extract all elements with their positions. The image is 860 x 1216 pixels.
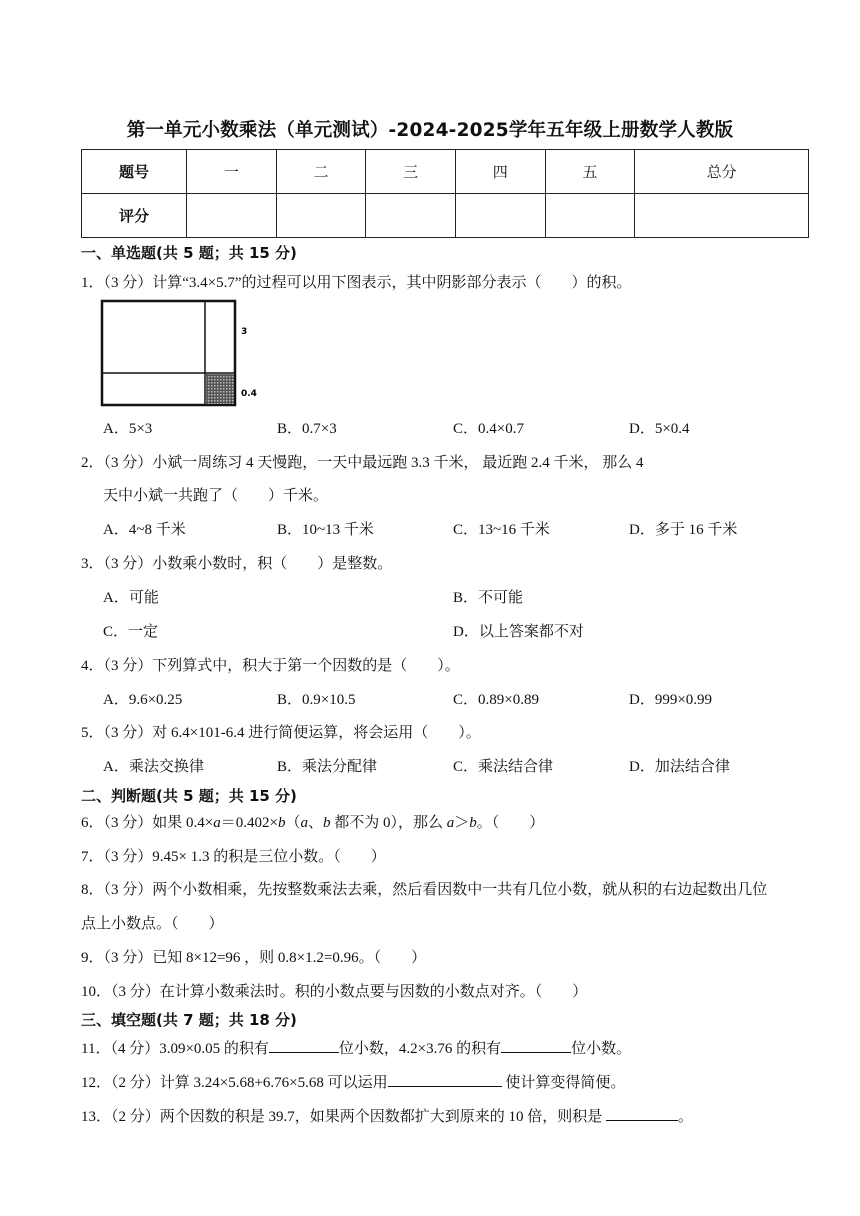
question-8-line2: 点上小数点。（ ） [81, 916, 224, 932]
question-5-option-b[interactable]: B．乘法分配律 [277, 759, 378, 775]
question-2-stem-line2: 天中小斌一共跑了（ ）千米。 [103, 488, 329, 504]
question-2-stem-line1: 2．（3 分）小斌一周练习 4 天慢跑，一天中最远跑 3.3 千米， 最近跑 2.4 千米， 那么 4 [81, 455, 644, 471]
question-5-option-c[interactable]: C．乘法结合律 [453, 759, 554, 775]
question-1-stem: 1．（3 分）计算“3.4×5.7”的过程可以用下图表示，其中阴影部分表示（ ）的积。 [81, 275, 632, 291]
score-header-cell: 一 [187, 150, 277, 194]
answer-blank[interactable] [269, 1038, 339, 1053]
score-header-cell: 二 [276, 150, 366, 194]
page-title: 第一单元小数乘法（单元测试）-2024-2025学年五年级上册数学人教版 [126, 120, 734, 141]
question-8-line1: 8．（3 分）两个小数相乘，先按整数乘法去乘，然后看因数中一共有几位小数，就从积的右边起数出几位 [81, 882, 768, 898]
question-11: 11．（4 分）3.09×0.05 的积有 位小数，4.2×3.76 的积有 位小数。 [81, 1037, 631, 1058]
diagram-label-3: 3 [241, 327, 248, 337]
question-5-option-a[interactable]: A．乘法交换律 [103, 759, 204, 775]
question-4-option-d[interactable]: D．999×0.99 [629, 692, 713, 708]
score-cell[interactable] [545, 194, 635, 238]
score-header-cell: 总分 [635, 150, 809, 194]
score-cell[interactable] [455, 194, 545, 238]
question-3-option-a[interactable]: A．可能 [103, 590, 159, 606]
question-3-stem: 3．（3 分）小数乘小数时，积（ ）是整数。 [81, 556, 393, 572]
score-table [81, 149, 809, 238]
question-1-option-a[interactable]: A．5×3 [103, 421, 153, 437]
question-7: 7．（3 分）9.45× 1.3 的积是三位小数。（ ） [81, 849, 386, 865]
question-2-option-a[interactable]: A．4~8 千米 [103, 522, 186, 538]
diagram-shaded-region [206, 374, 234, 404]
question-2-option-d[interactable]: D．多于 16 千米 [629, 522, 738, 538]
section-heading-single-choice: 一、单选题(共 5 题；共 15 分) [81, 244, 297, 262]
question-2-option-b[interactable]: B．10~13 千米 [277, 522, 374, 538]
score-table-header-row [82, 150, 809, 194]
question-1-option-b[interactable]: B．0.7×3 [277, 421, 337, 437]
score-cell[interactable] [276, 194, 366, 238]
score-header-cell: 三 [366, 150, 456, 194]
question-12: 12．（2 分）计算 3.24×5.68+6.76×5.68 可以运用 使计算变得简便。 [81, 1071, 625, 1092]
question-4-stem: 4．（3 分）下列算式中，积大于第一个因数的是（ ）。 [81, 658, 460, 674]
score-header-cell: 题号 [82, 150, 187, 194]
score-header-cell: 五 [545, 150, 635, 194]
question-1-area-diagram [100, 298, 257, 408]
score-row-label: 评分 [82, 194, 187, 238]
section-heading-fill-in: 三、填空题(共 7 题；共 18 分) [81, 1011, 297, 1029]
score-cell[interactable] [366, 194, 456, 238]
question-3-option-c[interactable]: C．一定 [103, 624, 159, 640]
section-heading-true-false: 二、判断题(共 5 题；共 15 分) [81, 787, 297, 805]
question-1-option-c[interactable]: C．0.4×0.7 [453, 421, 524, 437]
question-3-option-d[interactable]: D．以上答案都不对 [453, 624, 584, 640]
question-1-option-d[interactable]: D．5×0.4 [629, 421, 690, 437]
diagram-label-0-4: 0.4 [241, 389, 257, 399]
question-9: 9．（3 分）已知 8×12=96 ，则 0.8×1.2=0.96。（ ） [81, 950, 427, 966]
question-5-stem: 5．（3 分）对 6.4×101-6.4 进行简便运算，将会运用（ ）。 [81, 725, 481, 741]
question-2-option-c[interactable]: C．13~16 千米 [453, 522, 550, 538]
question-5-option-d[interactable]: D．加法结合律 [629, 759, 730, 775]
question-4-option-c[interactable]: C．0.89×0.89 [453, 692, 539, 708]
question-10: 10．（3 分）在计算小数乘法时。积的小数点要与因数的小数点对齐。（ ） [81, 984, 588, 1000]
question-3-option-b[interactable]: B．不可能 [453, 590, 524, 606]
score-cell[interactable] [635, 194, 809, 238]
question-13: 13．（2 分）两个因数的积是 39.7，如果两个因数都扩大到原来的 10 倍，则积是 。 [81, 1105, 693, 1126]
score-cell[interactable] [187, 194, 277, 238]
score-header-cell: 四 [455, 150, 545, 194]
answer-blank[interactable] [606, 1106, 678, 1121]
question-4-option-b[interactable]: B．0.9×10.5 [277, 692, 356, 708]
answer-blank[interactable] [388, 1072, 502, 1087]
question-4-option-a[interactable]: A．9.6×0.25 [103, 692, 183, 708]
answer-blank[interactable] [501, 1038, 571, 1053]
question-6: 6．（3 分）如果 0.4×a＝0.402×b（a、b 都不为 0），那么 a＞b。（ ） [81, 815, 545, 831]
score-table-score-row [82, 194, 809, 238]
